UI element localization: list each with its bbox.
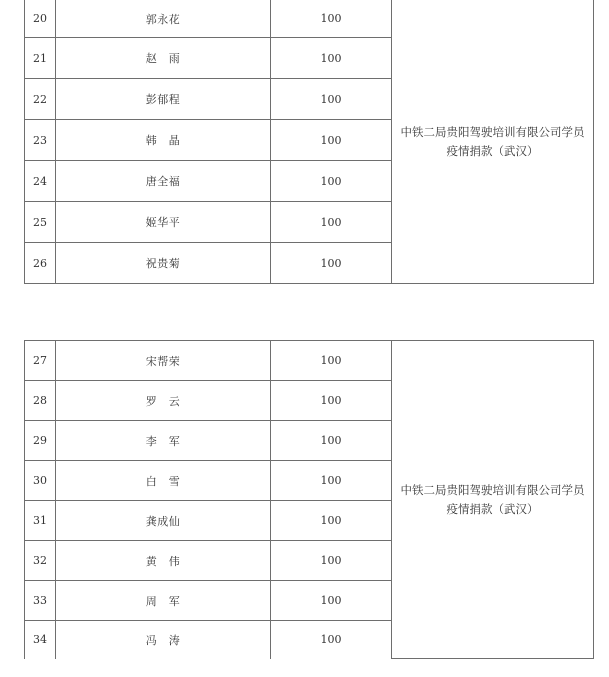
- donor-name: 郭永花: [56, 0, 271, 38]
- row-number: 32: [25, 541, 56, 581]
- donor-name: 唐全福: [56, 161, 271, 202]
- row-number: 21: [25, 38, 56, 79]
- donor-name: 韩 晶: [56, 120, 271, 161]
- donation-note-line-2: 疫情捐款（武汉）: [446, 501, 539, 516]
- row-number: 30: [25, 461, 56, 501]
- donation-amount: 100: [271, 0, 392, 38]
- donation-note-line-1: 中铁二局贵阳驾驶培训有限公司学员: [400, 482, 585, 497]
- donor-name: 罗 云: [56, 381, 271, 421]
- donation-amount: 100: [271, 581, 392, 621]
- donor-name: 冯 涛: [56, 621, 271, 659]
- donor-name: 祝贵菊: [56, 243, 271, 284]
- row-number: 28: [25, 381, 56, 421]
- donor-name: 宋帮荣: [56, 341, 271, 381]
- donor-name: 李 军: [56, 421, 271, 461]
- donor-name: 龚成仙: [56, 501, 271, 541]
- page-gap: [0, 326, 609, 338]
- row-number: 31: [25, 501, 56, 541]
- donation-note: [392, 341, 594, 659]
- row-number: 26: [25, 243, 56, 284]
- donation-amount: 100: [271, 421, 392, 461]
- donation-table-2: [24, 340, 594, 659]
- row-number: 24: [25, 161, 56, 202]
- donation-amount: 100: [271, 381, 392, 421]
- donation-table-1: [24, 0, 594, 284]
- donor-name: 赵 雨: [56, 38, 271, 79]
- donation-note-line-2: 疫情捐款（武汉）: [446, 143, 539, 158]
- donation-amount: 100: [271, 541, 392, 581]
- row-number: 27: [25, 341, 56, 381]
- donation-amount: 100: [271, 341, 392, 381]
- donor-name: 白 雪: [56, 461, 271, 501]
- donation-note: [392, 0, 594, 284]
- donation-amount: 100: [271, 120, 392, 161]
- donation-amount: 100: [271, 79, 392, 120]
- row-number: 34: [25, 621, 56, 659]
- table-row: [25, 341, 594, 381]
- donation-note-line-1: 中铁二局贵阳驾驶培训有限公司学员: [400, 124, 585, 139]
- row-number: 20: [25, 0, 56, 38]
- donation-amount: 100: [271, 202, 392, 243]
- donor-name: 黄 伟: [56, 541, 271, 581]
- donation-amount: 100: [271, 461, 392, 501]
- row-number: 25: [25, 202, 56, 243]
- row-number: 33: [25, 581, 56, 621]
- donor-name: 周 军: [56, 581, 271, 621]
- row-number: 23: [25, 120, 56, 161]
- row-number: 22: [25, 79, 56, 120]
- row-number: 29: [25, 421, 56, 461]
- donation-amount: 100: [271, 161, 392, 202]
- donation-amount: 100: [271, 501, 392, 541]
- donation-amount: 100: [271, 38, 392, 79]
- table-row: [25, 0, 594, 38]
- donor-name: 彭郁程: [56, 79, 271, 120]
- donor-name: 姬华平: [56, 202, 271, 243]
- donation-amount: 100: [271, 621, 392, 659]
- donation-amount: 100: [271, 243, 392, 284]
